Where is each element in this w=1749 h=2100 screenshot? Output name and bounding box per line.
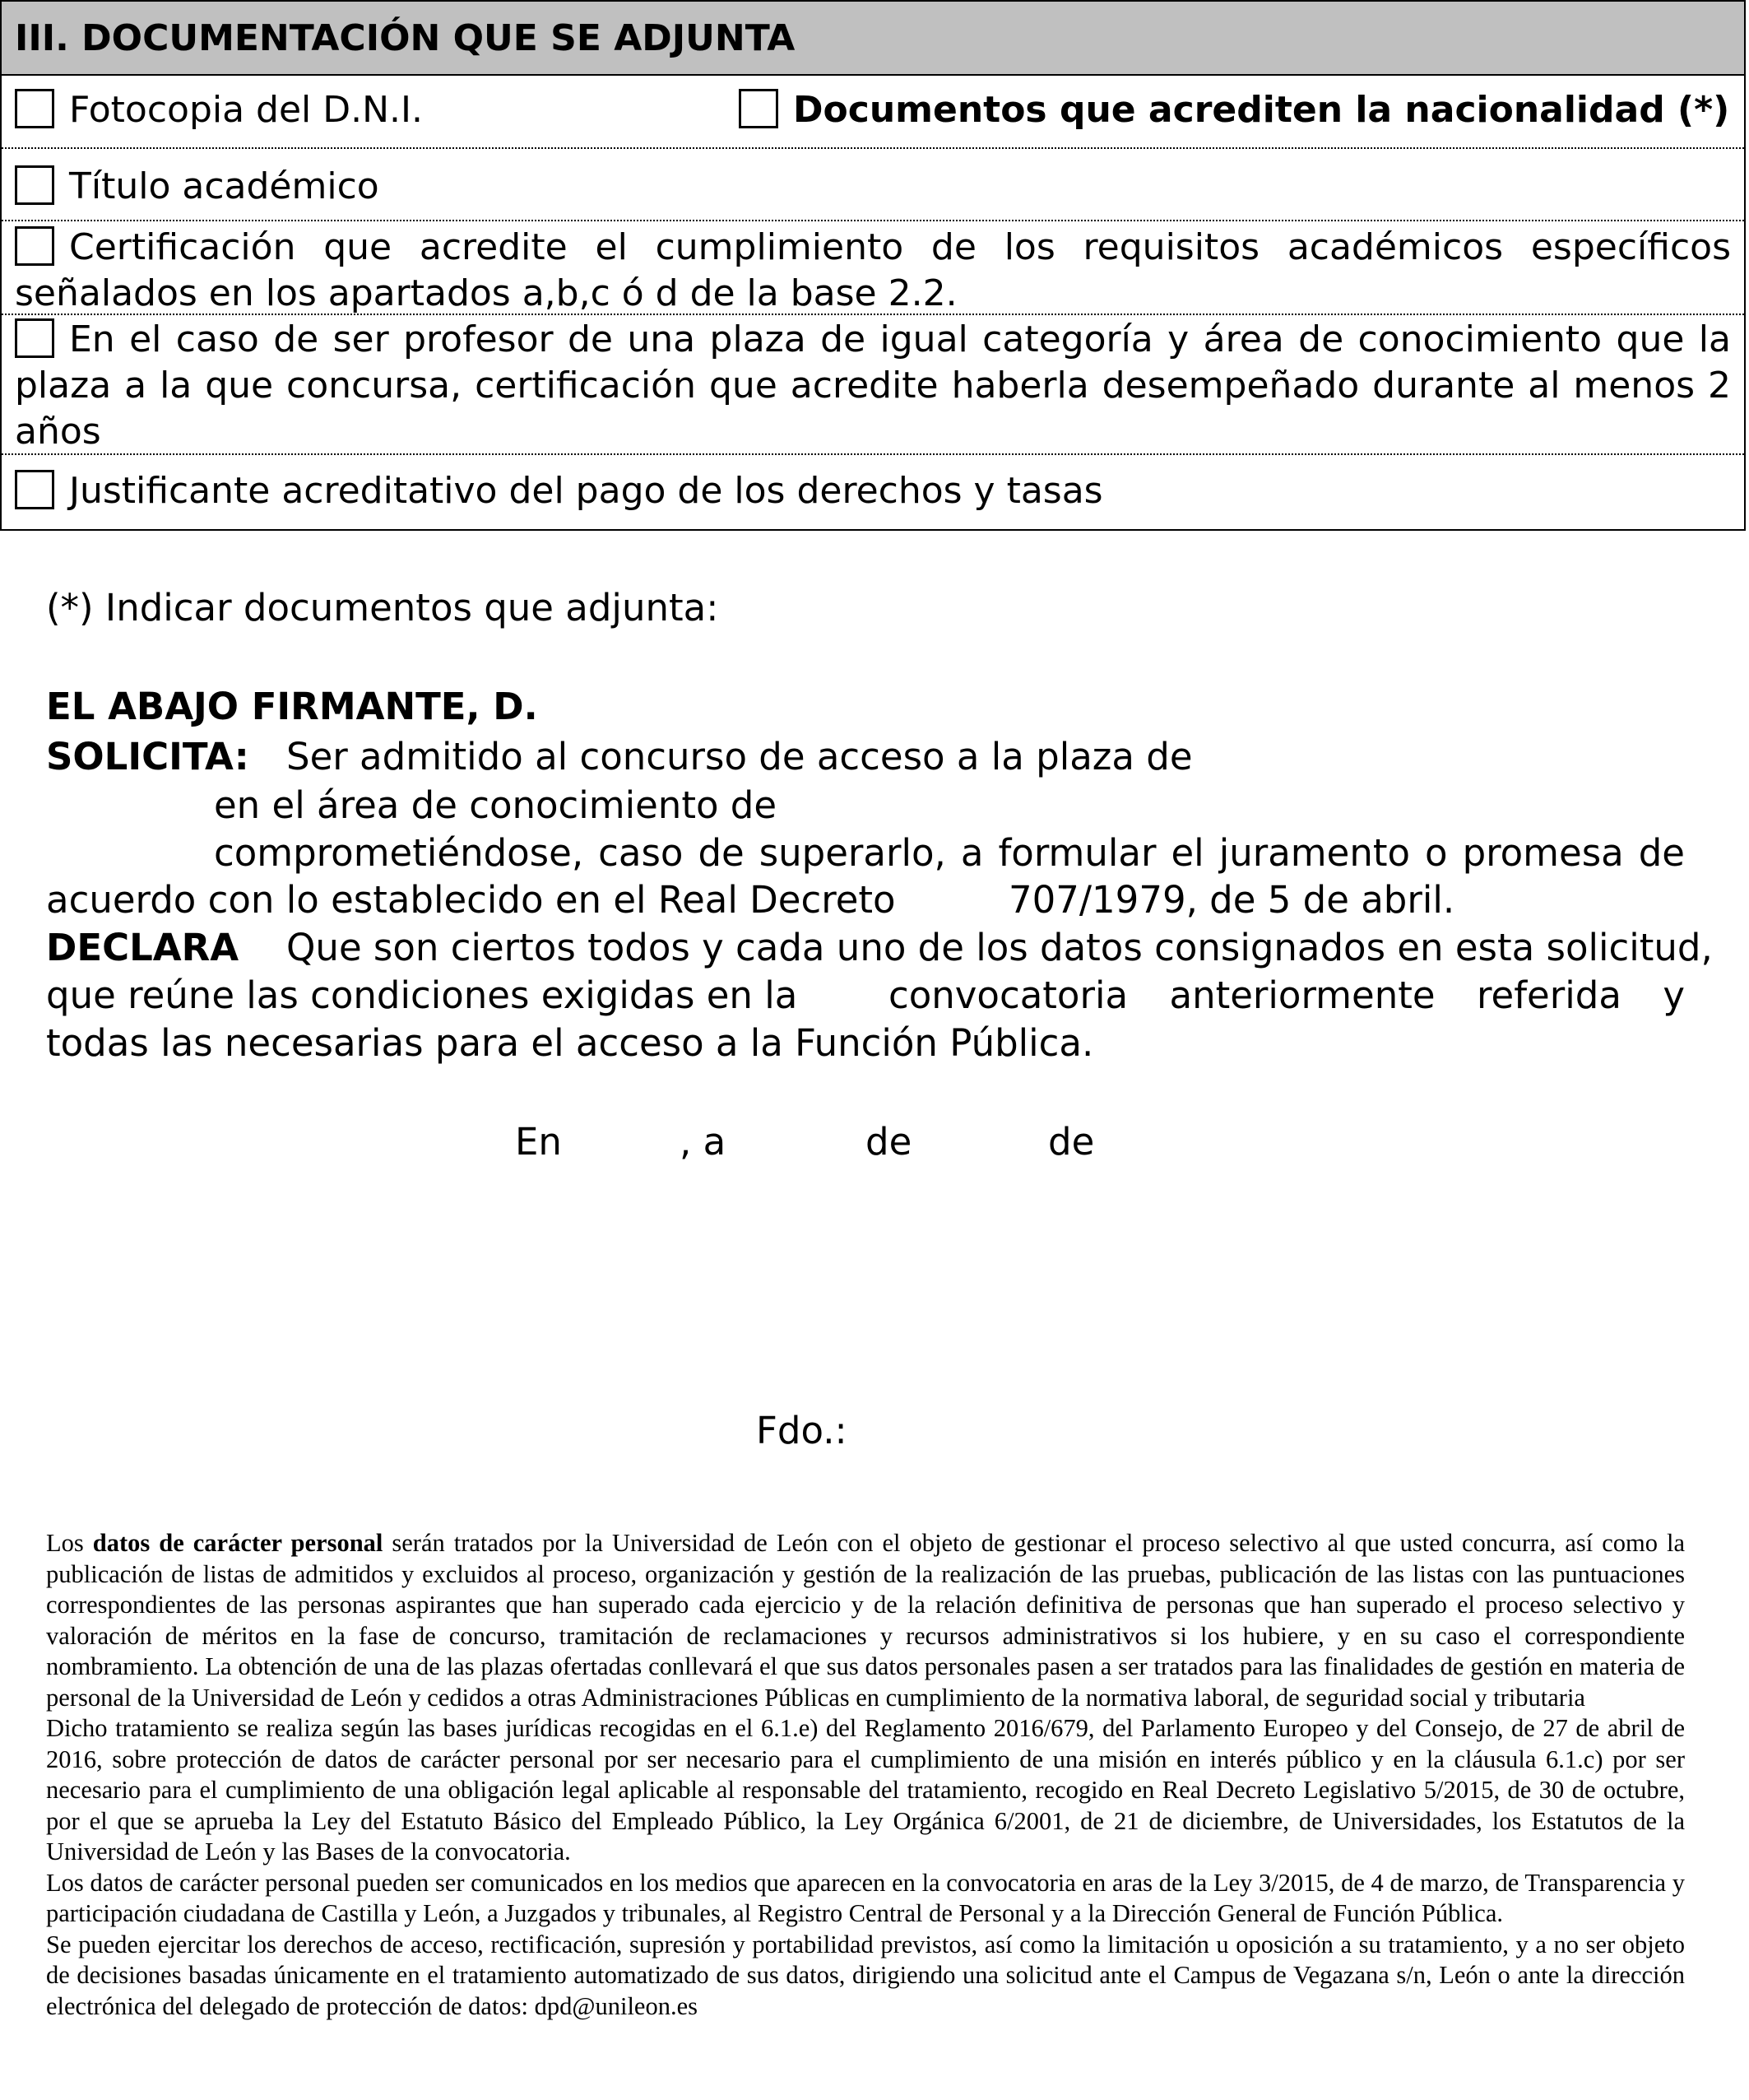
- dni-checkbox[interactable]: [15, 89, 54, 128]
- profesor-option: [2, 315, 1744, 455]
- legal-p1-bold: datos de carácter personal: [92, 1529, 383, 1557]
- data-protection-notice: [46, 1528, 1685, 2022]
- solicita-label: SOLICITA:: [46, 735, 249, 778]
- justificante-label: Justificante acreditativo del pago de los derechos y tasas: [69, 470, 1103, 512]
- signature-fdo: Fdo.:: [756, 1409, 847, 1452]
- certificacion-label: Certificación que acredite el cumplimiento de los requisitos académicos específicos señalados en los apartados a,b,c ó d de la base 2.2.: [15, 226, 1731, 314]
- attached-docs-note: (*) Indicar documentos que adjunta:: [46, 586, 719, 630]
- legal-paragraph-3: Los datos de carácter personal pueden ser comunicados en los medios que aparecen en la convocatoria en aras de la Ley 3/2015, de 4 de marzo, de Transparencia y participación ciudadana de Castilla y León, a Juzgados y tribunales, al Registro Central de Personal y a la Dirección General de Función Pública.: [46, 1868, 1685, 1927]
- legal-p1-text: serán tratados por la Universidad de León con el objeto de gestionar el proceso selectivo al que usted concurra, así como la publicación de listas de admitidos y excluidos al proceso, organización y gestión de la realización de las pruebas, publicación de las listas con las puntuaciones correspondientes de las personas aspirantes que han superado cada ejercicio y de la relación definitiva de personas que han superado el proceso selectivo y valoración de méritos en la fase de concurso, tramitación de reclamaciones y recursos administrativos si los hubiere, y en su caso el correspondiente nombramiento. La obtención de una de las plazas ofertadas conllevará el que sus datos personales pasen a ser tratados para las finalidades de gestión en materia de personal de la Universidad de León y cedidos a otras Administraciones Públicas en cumplimiento de la normativa laboral, de seguridad social y tributaria: [46, 1529, 1685, 1712]
- todas-text: todas las necesarias para el acceso a la Función Pública.: [46, 1021, 1094, 1065]
- doc-row-titulo: [2, 149, 1744, 221]
- place-en: En: [515, 1120, 562, 1164]
- documentation-section: [0, 0, 1746, 531]
- legal-paragraph-4: Se pueden ejercitar los derechos de acceso, rectificación, supresión y portabilidad previstos, así como la limitación u oposición a su tratamiento, y a no ser objeto de decisiones basadas únicamente en el tratamiento automatizado de sus datos, dirigiendo una solicitud ante el Campus de Vegazana s/n, León o ante la dirección electrónica del delegado de protección de datos: dpd@unileon.es: [46, 1930, 1685, 2020]
- titulo-option: [15, 165, 379, 207]
- justificante-checkbox[interactable]: [15, 470, 54, 509]
- compromiso-text: comprometiéndose, caso de superarlo, a formular el juramento o promesa de: [214, 831, 1685, 875]
- declara-line: [46, 926, 1713, 969]
- solicita-line: [46, 735, 1193, 778]
- nacionalidad-label: Documentos que acrediten la nacionalidad (*): [793, 89, 1730, 131]
- doc-row-justificante: [2, 455, 1744, 529]
- legal-paragraph-2: Dicho tratamiento se realiza según las bases jurídicas recogidas en el 6.1.e) del Reglamento 2016/679, del Parlamento Europeo y del Consejo, de 27 de abril de 2016, sobre protección de datos de carácter personal por ser necesario para el cumplimiento de una misión en interés público y en la cláusula 6.1.c) por ser necesario para el cumplimiento de una obligación legal aplicable al responsable del tratamiento, recogido en Real Decreto Legislativo 5/2015, de 30 de octubre, por el que se aprueba la Ley del Estatuto Básico del Empleado Público, la Ley Orgánica 6/2001, de 21 de diciembre, de Universidades, los Estatutos de la Universidad de León y las Bases de la convocatoria.: [46, 1714, 1685, 1865]
- dni-label: Fotocopia del D.N.I.: [69, 89, 423, 131]
- decreto-line: [46, 878, 1455, 922]
- section-title: III. DOCUMENTACIÓN QUE SE ADJUNTA: [2, 2, 1744, 76]
- area-text: en el área de conocimiento de: [214, 783, 777, 827]
- profesor-label: En el caso de ser profesor de una plaza de igual categoría y área de conocimiento que la plaza a la que concursa, certificación que acredite haberla desempeñado durante al menos 2 años: [15, 318, 1731, 453]
- decreto-text-a: acuerdo con lo establecido en el Real Decreto: [46, 878, 896, 922]
- doc-row-certificacion: [2, 221, 1744, 315]
- certificacion-checkbox[interactable]: [15, 226, 54, 266]
- reune-text-a: que reúne las condiciones exigidas en la: [46, 973, 798, 1017]
- place-de-1: de: [865, 1120, 912, 1164]
- nacionalidad-option: [739, 89, 1729, 131]
- reune-text-b: convocatoria anteriormente referida y: [888, 973, 1685, 1017]
- titulo-checkbox[interactable]: [15, 165, 54, 205]
- certificacion-option: [2, 221, 1744, 317]
- firmante-label: EL ABAJO FIRMANTE, D.: [46, 685, 538, 728]
- doc-row-dni-nacionalidad: [2, 76, 1744, 149]
- profesor-checkbox[interactable]: [15, 318, 54, 358]
- declara-text: Que son ciertos todos y cada uno de los datos consignados en esta solicitud,: [286, 926, 1713, 969]
- doc-row-profesor: [2, 315, 1744, 455]
- justificante-option: [15, 470, 1103, 512]
- place-a: , a: [680, 1120, 726, 1164]
- solicita-text: Ser admitido al concurso de acceso a la plaza de: [286, 735, 1193, 778]
- nacionalidad-checkbox[interactable]: [739, 89, 778, 128]
- decreto-text-b: 707/1979, de 5 de abril.: [1009, 878, 1455, 922]
- declara-label: DECLARA: [46, 926, 239, 969]
- titulo-label: Título académico: [69, 165, 379, 207]
- legal-paragraph-1: [46, 1528, 1685, 1713]
- place-de-2: de: [1048, 1120, 1095, 1164]
- legal-p1-intro: Los: [46, 1529, 93, 1557]
- dni-option: [15, 89, 423, 131]
